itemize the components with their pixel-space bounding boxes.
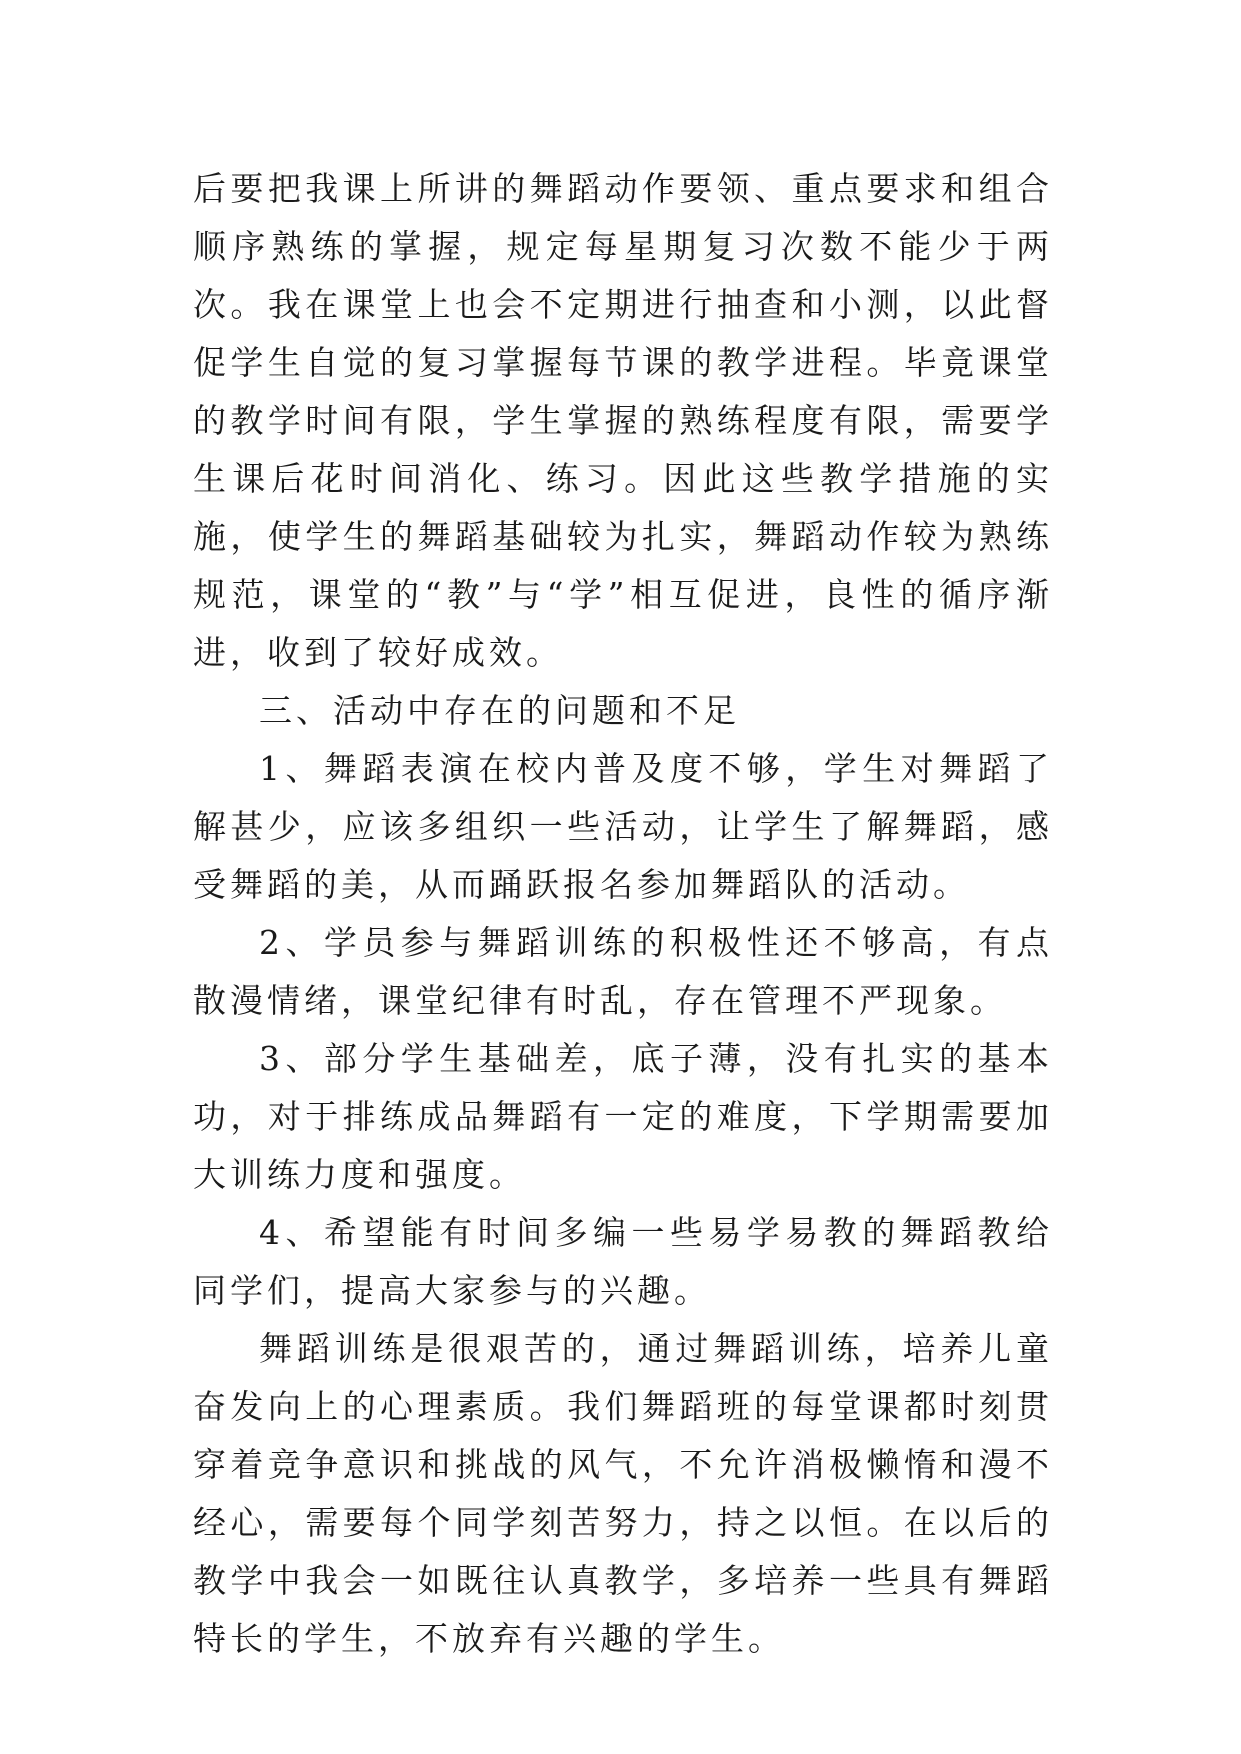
- list-item-2: 2、学员参与舞蹈训练的积极性还不够高，有点散漫情绪，课堂纪律有时乱，存在管理不严现象。: [193, 923, 1053, 1020]
- list-item-4: 4、希望能有时间多编一些易学易教的舞蹈教给同学们，提高大家参与的兴趣。: [193, 1213, 1053, 1310]
- closing-paragraph: 舞蹈训练是很艰苦的，通过舞蹈训练，培养儿童奋发向上的心理素质。我们舞蹈班的每堂课都时刻贯穿着竞争意识和挑战的风气，不允许消极懒惰和漫不经心，需要每个同学刻苦努力，持之以恒。在以后的教学中我会一如既往认真教学，多培养一些具有舞蹈特长的学生，不放弃有兴趣的学生。: [193, 1329, 1053, 1658]
- list-item-3: 3、部分学生基础差，底子薄，没有扎实的基本功，对于排练成品舞蹈有一定的难度，下学期需要加大训练力度和强度。: [193, 1039, 1053, 1194]
- list-item-1: 1、舞蹈表演在校内普及度不够，学生对舞蹈了解甚少，应该多组织一些活动，让学生了解舞蹈，感受舞蹈的美，从而踊跃报名参加舞蹈队的活动。: [193, 749, 1053, 904]
- document-body: [193, 160, 1053, 1668]
- section-heading: 三、活动中存在的问题和不足: [259, 691, 740, 730]
- paragraph-continuation: 后要把我课上所讲的舞蹈动作要领、重点要求和组合顺序熟练的掌握，规定每星期复习次数不能少于两次。我在课堂上也会不定期进行抽查和小测，以此督促学生自觉的复习掌握每节课的教学进程。毕竟课堂的教学时间有限，学生掌握的熟练程度有限，需要学生课后花时间消化、练习。因此这些教学措施的实施，使学生的舞蹈基础较为扎实，舞蹈动作较为熟练规范，课堂的“教”与“学”相互促进，良性的循序渐进，收到了较好成效。: [193, 169, 1053, 672]
